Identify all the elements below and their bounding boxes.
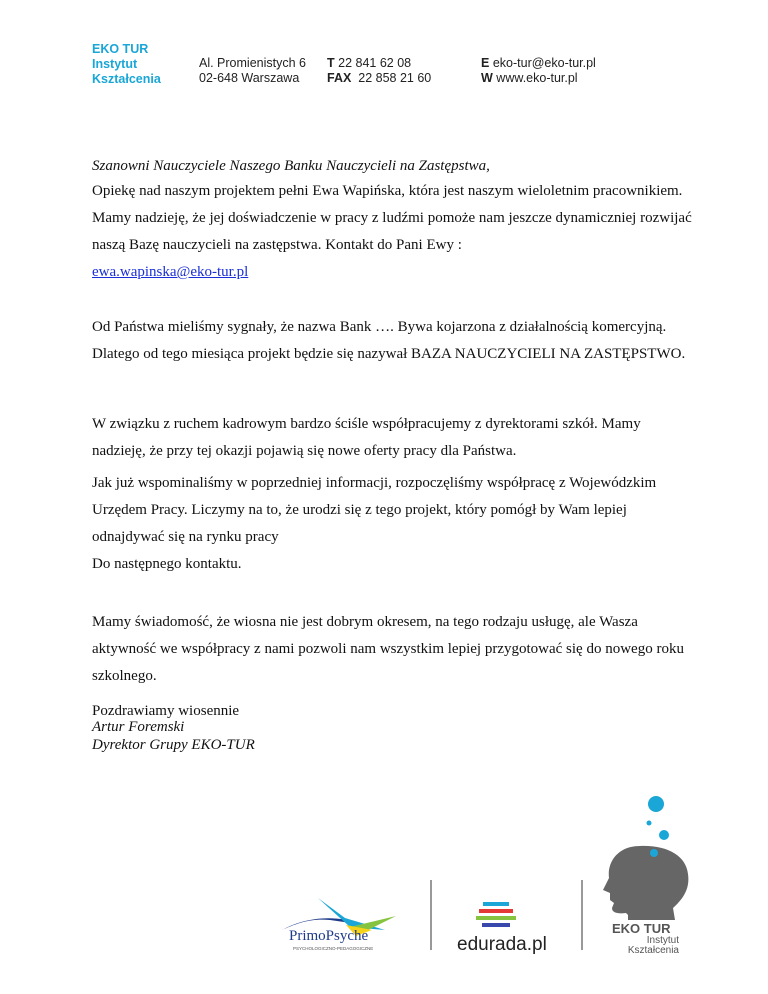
edurada-name: edurada.pl — [457, 934, 547, 955]
primopsyche-name: PrimoPsyche — [289, 928, 369, 944]
header-web — [481, 56, 596, 86]
ekotur-line-3: Kształcenia — [627, 945, 679, 956]
phone-label: T — [327, 56, 335, 70]
header-website[interactable]: www.eko-tur.pl — [496, 71, 578, 85]
head-dot-icon — [650, 849, 658, 857]
contact-email-link[interactable]: ewa.wapinska@eko-tur.pl — [92, 264, 249, 280]
brand-line-1: EKO TUR — [92, 42, 149, 56]
header-email[interactable]: eko-tur@eko-tur.pl — [492, 56, 596, 70]
primopsyche-tagline: PSYCHOLOGICZNO-PEDAGOGICZNE — [293, 946, 374, 951]
partner-logos — [0, 780, 768, 994]
paragraph-4-text: Jak już wspominaliśmy w poprzedniej informacji, rozpoczęliśmy współpracę z Wojewódzkim Urzędem Pracy. Liczymy na to, że urodzi się z tego projekt, który pomógł by Wam lepiej odnajdywać się na rynku pracy — [92, 475, 657, 545]
address-city: 02-648 Warszawa — [199, 71, 300, 85]
closing: Pozdrawiamy wiosennie — [92, 703, 240, 719]
email-label: E — [481, 56, 490, 70]
address-street: Al. Promienistych 6 — [199, 56, 306, 70]
signature-name: Artur Foremski — [92, 719, 185, 735]
paragraph-1-text: Opiekę nad naszym projektem pełni Ewa Wapińska, która jest naszym wieloletnim pracownikiem. Mamy nadzieję, że jej doświadczenie w pracy z ludźmi pomoże nam jeszcze dynamiczniej rozwijać naszą Bazę nauczycieli na zastępstwa. Kontakt do Pani Ewy : — [92, 183, 692, 253]
paragraph-5: Mamy świadomość, że wiosna nie jest dobrym okresem, na tego rodzaju usługę, ale Wasza aktywność we współpracy z nami pozwoli nam wszystkim lepiej przygotować się do nowego roku szkolnego. — [92, 614, 684, 684]
paragraph-1 — [92, 178, 692, 286]
edurada-logo — [457, 902, 547, 955]
fax-value: 22 858 21 60 — [358, 71, 432, 85]
header-phone — [327, 56, 431, 86]
brand-line-3: Kształcenia — [92, 72, 161, 86]
ekotur-logo — [603, 796, 688, 956]
edurada-bar-green — [476, 916, 516, 920]
salutation: Szanowni Nauczyciele Naszego Banku Nauczycieli na Zastępstwa, — [92, 158, 490, 174]
paragraph-3: W związku z ruchem kadrowym bardzo ściśle współpracujemy z dyrektorami szkół. Mamy nadzieję, że przy tej okazji pojawią się nowe oferty pracy dla Państwa. — [92, 416, 641, 459]
primopsyche-logo — [282, 898, 396, 951]
ekotur-line-2: Instytut — [646, 935, 679, 946]
edurada-bar-blue — [483, 902, 509, 906]
header-address — [199, 56, 306, 86]
website-label: W — [481, 71, 493, 85]
paragraph-4 — [92, 470, 692, 578]
edurada-bar-red — [479, 909, 513, 913]
paragraph-4-followup: Do następnego kontaktu. — [92, 556, 242, 572]
fax-label: FAX — [327, 71, 352, 85]
signature — [92, 718, 692, 754]
bubble-large-icon — [648, 796, 664, 812]
phone-value: 22 841 62 08 — [338, 56, 412, 70]
ekotur-name: EKO TUR — [612, 921, 671, 936]
brand-line-2: Instytut — [92, 57, 138, 71]
signature-title: Dyrektor Grupy EKO-TUR — [92, 737, 255, 753]
paragraph-2: Od Państwa mieliśmy sygnały, że nazwa Bank …. Bywa kojarzona z działalnością komercyjną. Dlatego od tego miesiąca projekt będzie się nazywał BAZA NAUCZYCIELI NA ZASTĘPSTWO. — [92, 319, 686, 362]
bubble-small-icon — [647, 821, 652, 826]
head-silhouette-icon — [603, 846, 688, 920]
edurada-bar-navy — [482, 923, 510, 927]
bubble-medium-icon — [659, 830, 669, 840]
header-brand — [92, 42, 161, 87]
